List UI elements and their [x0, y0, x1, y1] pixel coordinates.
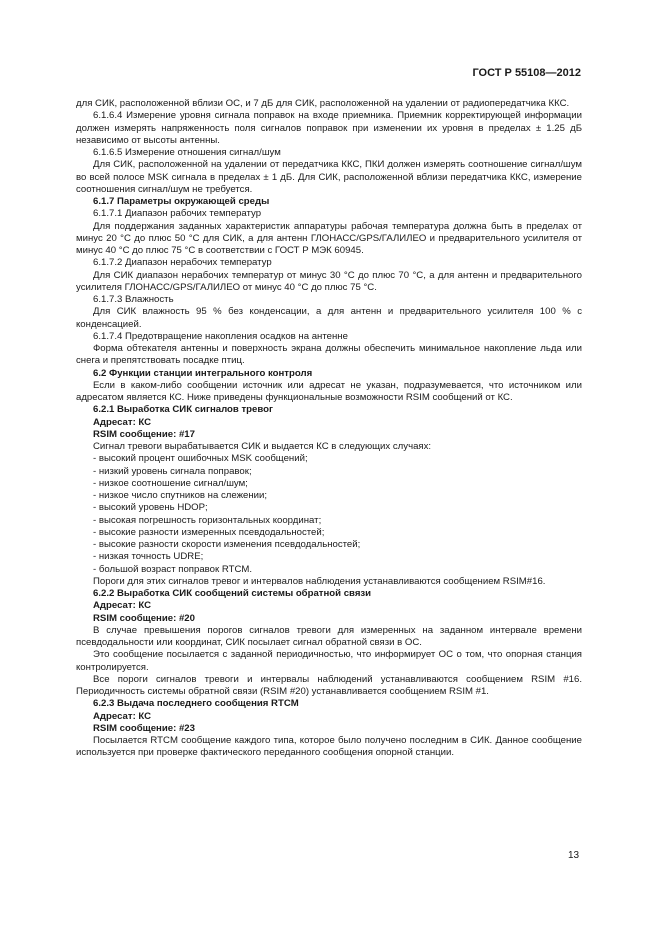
- paragraph: - высокая погрешность горизонтальных координат;: [93, 514, 322, 526]
- paragraph: 6.1.6.5 Измерение отношения сигнал/шум: [93, 147, 281, 158]
- standard-code-header: ГОСТ Р 55108—2012: [472, 67, 581, 79]
- section-heading: 6.2.2 Выработка СИК сообщений системы обратной связи: [93, 588, 372, 599]
- paragraph: Форма обтекателя антенны и поверхность экрана должны обеспечить минимальное накопление льда или снега и препятствовать посадке птиц.: [76, 343, 582, 367]
- paragraph: 6.1.7.2 Диапазон нерабочих температур: [93, 257, 272, 269]
- paragraph: В случае превышения порогов сигналов тревоги для измеренных на заданном интервале времени псевдодальности или координат, СИК посылает сигнал обратной связи в ОС.: [76, 624, 582, 648]
- paragraph: для СИК, расположенной вблизи ОС, и 7 дБ для СИК, расположенной на удалении от радиопередатчика ККС.: [76, 98, 570, 109]
- page-number: 13: [568, 850, 580, 861]
- section-heading: RSIM сообщение: #20: [93, 612, 195, 624]
- section-heading: RSIM сообщение: #23: [93, 722, 195, 734]
- paragraph: - высокие разности скорости изменения псевдодальностей;: [93, 539, 361, 550]
- paragraph: - низкое число спутников на слежении;: [93, 490, 268, 501]
- section-heading: 6.2.3 Выдача последнего сообщения RTCM: [93, 698, 299, 710]
- section-heading: 6.2 Функции станции интегрального контроля: [93, 367, 313, 379]
- paragraph: 6.1.7.4 Предотвращение накопления осадков на антенне: [93, 330, 348, 342]
- paragraph: Все пороги сигналов тревоги и интервалы наблюдений устанавливаются сообщением RSIM #16. Периодичность системы обратной связи (RSIM #20) устанавливается сообщением RSIM #1.: [76, 673, 582, 697]
- paragraph: - высокий уровень HDOP;: [93, 502, 208, 514]
- paragraph: Пороги для этих сигналов тревог и интервалов наблюдения устанавливаются сообщением RSIM#16.: [93, 575, 546, 587]
- paragraph: - низкий уровень сигнала поправок;: [93, 465, 252, 477]
- paragraph: Если в каком-либо сообщении источник или адресат не указан, подразумевается, что источником или адресатом является КС. Ниже приведены функциональные возможности RSIM сообщений от КС.: [76, 379, 582, 403]
- section-heading: Адресат: КС: [93, 600, 152, 612]
- paragraph: Это сообщение посылается с заданной периодичностью, что информирует ОС о том, что опорная станция контролируется.: [76, 649, 582, 673]
- paragraph: - низкая точность UDRE;: [93, 551, 204, 563]
- paragraph: - большой возраст поправок RTCM.: [93, 563, 253, 575]
- paragraph: Сигнал тревоги вырабатывается СИК и выдается КС в следующих случаях:: [93, 441, 432, 452]
- section-heading: 6.2.1 Выработка СИК сигналов тревог: [93, 404, 273, 416]
- section-heading: Адресат: КС: [93, 710, 152, 722]
- paragraph: 6.1.7.3 Влажность: [93, 294, 174, 305]
- paragraph: Для СИК влажность 95 % без конденсации, а для антенн и предварительного усилителя 100 % с конденсацией.: [76, 306, 582, 330]
- paragraph: - низкое соотношение сигнал/шум;: [93, 477, 248, 489]
- section-heading: 6.1.7 Параметры окружающей среды: [93, 196, 270, 207]
- paragraph: Посылается RTCM сообщение каждого типа, которое было получено последним в СИК. Данное сообщение используется при проверке фактического переданного сообщения опорной станции.: [76, 735, 582, 759]
- paragraph: Для СИК диапазон нерабочих температур от минус 30 °С до плюс 70 °С, а для антенн и предварительного усилителя ГЛОНАСС/GPS/ГАЛИЛЕО от минус 40 °С до плюс 75 °С.: [76, 269, 582, 293]
- paragraph: 6.1.6.4 Измерение уровня сигнала поправок на входе приемника. Приемник корректирующей информации должен измерять напряженность поля сигналов поправок при изменении их уровня в пределах ± 1.25 дБ независимо от высоты антенны.: [76, 110, 582, 146]
- paragraph: - высокий процент ошибочных MSK сообщений;: [93, 453, 308, 465]
- section-heading: Адресат: КС: [93, 416, 152, 428]
- document-body: [76, 98, 582, 760]
- paragraph: Для СИК, расположенной на удалении от передатчика ККС, ПКИ должен измерять соотношение сигнал/шум во всей полосе MSK сигнала в пределах ± 1 дБ. Для СИК, расположенной вблизи передатчика ККС, измерение соотношения сигнал/шум не требуется.: [76, 159, 582, 195]
- section-heading: RSIM сообщение: #17: [93, 428, 195, 440]
- paragraph: Для поддержания заданных характеристик аппаратуры рабочая температура должна быть в пределах от минус 20 °С до плюс 50 °С для СИК, а для антенн ГЛОНАСС/GPS/ГАЛИЛЕО и предварительного усилителя от минус 40 °С до плюс 75 °С в соответствии с ГОСТ Р МЭК 60945.: [76, 220, 582, 256]
- paragraph: 6.1.7.1 Диапазон рабочих температур: [93, 208, 262, 220]
- paragraph: - высокие разности измеренных псевдодальностей;: [93, 526, 325, 538]
